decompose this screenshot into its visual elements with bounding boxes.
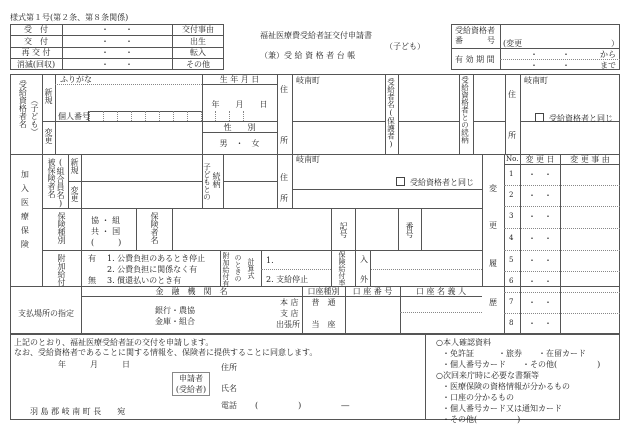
insurance-label: 加入医療保険 [20,170,30,254]
next-docs-1[interactable]: ・医療保険の資格情報が分かるもの [442,382,570,391]
applicant-address-field[interactable] [240,360,420,374]
form-title-2: （兼）受 給 資 格 者 台 帳 [260,51,356,60]
relation-field[interactable] [474,75,505,121]
insured-address-label-bottom: 所 [280,194,288,203]
account-type-header: 口座種別 [307,287,340,296]
validity-to[interactable]: ・ ・ [530,61,570,70]
history-date[interactable]: ・ ・ [528,191,552,200]
relation-child-label: 続柄 [212,172,221,188]
insurer-name-field[interactable] [173,209,331,250]
guardian-name-label: 受給者名(保護者) [386,78,396,149]
calc-option-2[interactable]: 2. 支給停止 [266,275,309,284]
furigana-label: ふりがな [60,75,92,84]
branch-sub[interactable]: 支 店 [280,309,299,318]
number-label: 番号 [405,222,414,238]
reason-birth[interactable]: 出生 [190,37,206,46]
insured-change-label: 変更 [70,186,79,202]
applicant-phone-label: 電話 [221,401,237,410]
relation-label: 受給資格者との続柄 [460,76,470,144]
addressee: 羽 島 郡 岐 南 町 長 宛 [30,407,126,416]
id-docs-line-1[interactable]: ・免許証 ・旅券 ・在留カード [442,349,586,358]
reason-other[interactable]: その他 [186,60,210,69]
additional-no[interactable]: 無 [88,276,96,285]
applicant-label-1: 申請者 [179,374,203,383]
id-docs-line-2[interactable]: ・個人番号カード ・その他( ) [442,360,601,369]
reception-date[interactable]: ・ ・ [101,25,133,34]
symbol-field[interactable] [356,209,398,250]
next-docs-2[interactable]: ・口座の分かるもの [442,393,514,402]
form-id: 様式第１号(第２条、第８条関係) [10,13,129,22]
insured-new-label: 新規 [70,158,79,174]
history-date[interactable]: ・ ・ [528,212,552,221]
branch-office[interactable]: 出張所 [276,320,300,329]
guardian-address-label-top: 住 [508,90,516,99]
history-no: 1 [509,170,514,178]
statement-line-2: なお、受給資格者であることに関する情報を、保険者に提供することに同意します。 [14,348,318,357]
symbol-label: 記号 [339,222,348,238]
validity-to-suffix: まで [600,61,616,70]
issue-label: 交 付 [24,37,48,46]
insured-address-label-top: 住 [280,173,288,182]
insured-same-checkbox[interactable] [396,177,474,187]
history-header-reason: 変 更 事 由 [570,155,610,164]
applicant-name-field[interactable] [240,381,420,395]
calc-label-2: のときの [234,254,242,282]
insurance-type-label: 保険種別 [57,212,66,244]
child-address-town[interactable]: 岐南町 [296,76,320,85]
benefit-rate-label: 保険給付率 [338,251,346,286]
guardian-same-checkbox[interactable] [535,113,613,123]
guardian-name-field[interactable] [399,75,459,121]
applicant-name-label: 氏名 [221,384,237,393]
history-label-4: 歴 [489,298,497,307]
id-docs-header: ○本人確認資料 [436,338,491,347]
issue-date[interactable]: ・ ・ [101,37,133,46]
validity-label: 有 効 期 間 [455,55,495,64]
change-label: 変更 [44,128,53,144]
bank-types-1[interactable]: 銀行・農協 [155,306,195,315]
child-name-change-field[interactable] [56,122,201,153]
next-docs-3[interactable]: ・個人番号カード又は通知カード [442,404,562,413]
insurer-name-label: 保険者名 [150,212,159,244]
revoke-label: 消滅(回収) [16,60,56,69]
history-label-3: 履 [489,259,497,268]
change-close-paren: ） [611,39,619,48]
checkbox-icon[interactable] [396,177,405,186]
applicant-address-label: 住所 [221,363,237,372]
insured-name-change-field[interactable] [82,182,202,208]
new-label: 新規 [44,88,53,104]
gender-header: 性 別 [223,123,256,132]
validity-from[interactable]: ・ ・ [530,50,570,59]
account-type-current[interactable]: 当 座 [311,320,336,329]
address-label-bottom: 所 [280,136,288,145]
personal-number-label: 個人番号 [58,112,90,121]
rate-out-label: 外 [360,275,368,284]
next-docs-4[interactable]: ・その他( ) [442,415,521,424]
guardian-address-label-bottom: 所 [508,131,516,140]
insurance-type-options-2[interactable]: 共 ・ 国 [91,227,121,236]
reason-move-in[interactable]: 転入 [190,48,206,57]
history-header-no: No. [506,155,519,163]
rate-in-label: 入 [360,255,368,264]
bank-types-2[interactable]: 金庫・組合 [155,317,195,326]
history-date[interactable]: ・ ・ [528,277,552,286]
history-label-2: 更 [489,221,497,230]
number-field[interactable] [422,209,482,250]
payment-label: 支払場所の指定 [18,309,74,318]
history-no: 5 [509,256,514,264]
history-no: 8 [509,319,514,327]
history-date[interactable]: ・ ・ [528,234,552,243]
recipient-number-label: 受給資格者 [455,26,495,35]
additional-option-3[interactable]: 3. 償還払いのとき有 [107,276,182,285]
application-date[interactable]: 年 月 日 [58,360,130,369]
additional-benefit-label: 附加給付 [57,254,66,286]
birthdate-value[interactable]: 年 月 日 [211,100,268,109]
applicant-phone-field[interactable]: ( ) ― [255,401,350,410]
history-no: 7 [509,298,514,306]
account-holder-field[interactable] [401,297,482,334]
history-header-date: 変 更 日 [525,155,555,164]
checkbox-icon[interactable] [535,113,544,122]
reissue-label: 再 交 付 [21,48,51,57]
bank-name-header: 金 融 機 関 名 [155,287,228,296]
insured-address-town[interactable]: 岐南町 [296,155,320,164]
next-docs-header: ○次回来庁時に必要な書類等 [436,371,539,380]
account-number-header: 口 座 番 号 [352,287,393,296]
birthdate-header: 生 年 月 日 [219,75,260,84]
history-date[interactable]: ・ ・ [528,256,552,265]
history-label-1: 変 [489,184,497,193]
history-no: 4 [509,234,514,242]
calc-label-3: 計算式 [247,258,255,279]
additional-yes[interactable]: 有 [88,254,96,263]
recipient-number-change[interactable]: (変更 [503,39,523,48]
child-name-label-sub: （子ども） [30,96,39,136]
calc-label-1: 附加給付有 [222,252,230,287]
history-date[interactable]: ・ ・ [528,170,552,179]
same-label: 受給資格者と同じ [549,114,613,123]
insurance-type-options-1[interactable]: 協 ・ 組 [91,216,121,225]
guardian-address-town[interactable]: 岐南町 [524,76,548,85]
branch-main[interactable]: 本 店 [280,298,299,307]
insured-same-label: 受給資格者と同じ [410,178,474,187]
recipient-number-label-2: 番 号 [455,36,495,45]
insured-name-field[interactable] [82,155,202,181]
additional-option-1[interactable]: 1. 公費負担のあるとき停止 [107,254,206,263]
personal-number-grid[interactable] [89,111,257,121]
form-title: 福祉医療費受給者証交付申請書 [260,31,372,40]
history-no: 3 [509,212,514,220]
child-name-label: 受給資格者名 [18,80,28,128]
account-number-field[interactable] [346,297,400,334]
insured-name-label: 被保険者名 [47,158,56,198]
address-label-top: 住 [280,85,288,94]
applicant-label-2: (受給者) [175,385,207,394]
calc-option-1[interactable]: 1. [266,256,274,265]
gender-value[interactable]: 男 ・ 女 [219,139,260,148]
insurance-type-options-3[interactable]: ( ) [91,238,122,247]
reason-header: 交付事由 [182,25,214,34]
form-subtitle: （子ども） [385,42,425,51]
history-no: 6 [509,277,514,285]
insured-name-sub: (組合員名) [56,158,65,208]
statement-line-1: 上記のとおり、福祉医療受給者証の交付を申請します。 [14,338,214,347]
history-date[interactable]: ・ ・ [528,298,552,307]
reissue-date[interactable]: ・ ・ [101,48,133,57]
child-name-field[interactable] [56,86,201,110]
account-holder-header: 口 座 名 義 人 [415,287,467,296]
account-type-ordinary[interactable]: 普 通 [311,298,336,307]
revoke-date[interactable]: ・ ・ [101,60,133,69]
additional-option-2[interactable]: 2. 公費負担に関係なく有 [107,265,198,274]
history-date[interactable]: ・ ・ [528,319,552,328]
validity-from-suffix: から [600,50,616,59]
reception-label: 受 付 [24,25,48,34]
history-no: 2 [509,191,514,199]
relation-child-sub: 子どもとの [202,163,212,201]
